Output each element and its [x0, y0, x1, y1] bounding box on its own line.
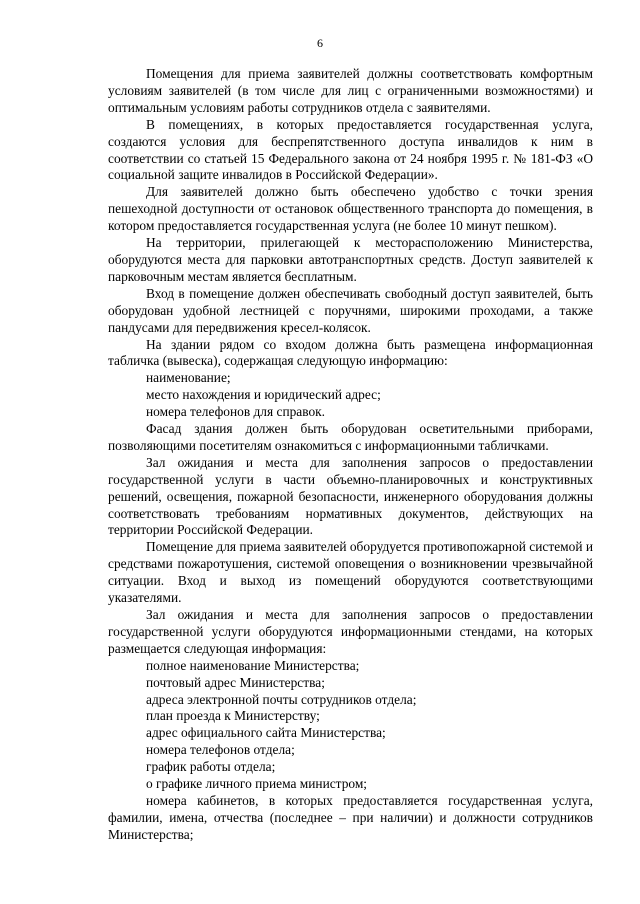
list-item: адреса электронной почты сотрудников отдела; — [146, 691, 417, 707]
paragraph: На здании рядом со входом должна быть размещена информационная табличка (вывеска), содержащая следующую информацию: — [108, 336, 593, 369]
list-item: номера телефонов отдела; — [146, 742, 295, 758]
list-item: место нахождения и юридический адрес; — [146, 387, 381, 403]
list-item: адрес официального сайта Министерства; — [146, 725, 386, 741]
list-item: о графике личного приема министром; — [146, 776, 368, 792]
paragraph: Помещения для приема заявителей должны соответствовать комфортным условиям заявителей (в том числе для лиц с ограниченными возможностями) и оптимальным условиям работы сотрудников отдела с заявителями. — [108, 66, 593, 115]
list-item: номера телефонов для справок. — [146, 404, 326, 420]
page-number: 6 — [317, 36, 323, 50]
paragraph: В помещениях, в которых предоставляется государственная услуга, создаются условия для беспрепятственного доступа инвалидов к ним в соответствии со статьей 15 Федерального закона от 24 ноября 1995 г. № 181-ФЗ «О социальной защите инвалидов в Российской Федерации». — [108, 116, 593, 183]
list-item: план проезда к Министерству; — [146, 708, 320, 724]
paragraph: Для заявителей должно быть обеспечено удобство с точки зрения пешеходной доступности от остановок общественного транспорта до помещения, в котором предоставляется государственная услуга (не более 10 минут пешком). — [108, 184, 593, 234]
list-item: почтовый адрес Министерства; — [146, 674, 325, 690]
list-item: график работы отдела; — [146, 759, 276, 775]
paragraph: Помещение для приема заявителей оборудуется противопожарной системой и средствами пожаротушения, системой оповещения о возникновении чрезвычайной ситуации. Вход и выход из помещений оборудуются соответствующими указателями. — [108, 539, 593, 606]
paragraph: Фасад здания должен быть оборудован осветительными приборами, позволяющими посетителям ознакомиться с информационными табличками. — [108, 421, 593, 453]
paragraph: номера кабинетов, в которых предоставляется государственная услуга, фамилии, имена, отчества (последнее – при наличии) и должности сотрудников Министерства; — [108, 792, 593, 842]
paragraph: Зал ожидания и места для заполнения запросов о предоставлении государственной услуги оборудуются информационными стендами, на которых размещается следующая информация: — [108, 607, 593, 656]
document-body — [108, 66, 593, 844]
list-item: полное наименование Министерства; — [146, 657, 360, 673]
paragraph: На территории, прилегающей к месторасположению Министерства, оборудуются места для парковки автотранспортных средств. Доступ заявителей к парковочным местам является бесплатным. — [108, 235, 593, 284]
list-item: наименование; — [146, 370, 231, 386]
paragraph: Вход в помещение должен обеспечивать свободный доступ заявителей, быть оборудован удобной лестницей с поручнями, широкими проходами, а также пандусами для передвижения кресел-колясок. — [108, 285, 593, 335]
paragraph: Зал ожидания и места для заполнения запросов о предоставлении государственной услуги в части объемно-планировочных и конструктивных решений, освещения, пожарной безопасности, инженерного оборудования должны соответствовать требованиям нормативных документов, действующих на территории Российской Федерации. — [108, 454, 593, 538]
